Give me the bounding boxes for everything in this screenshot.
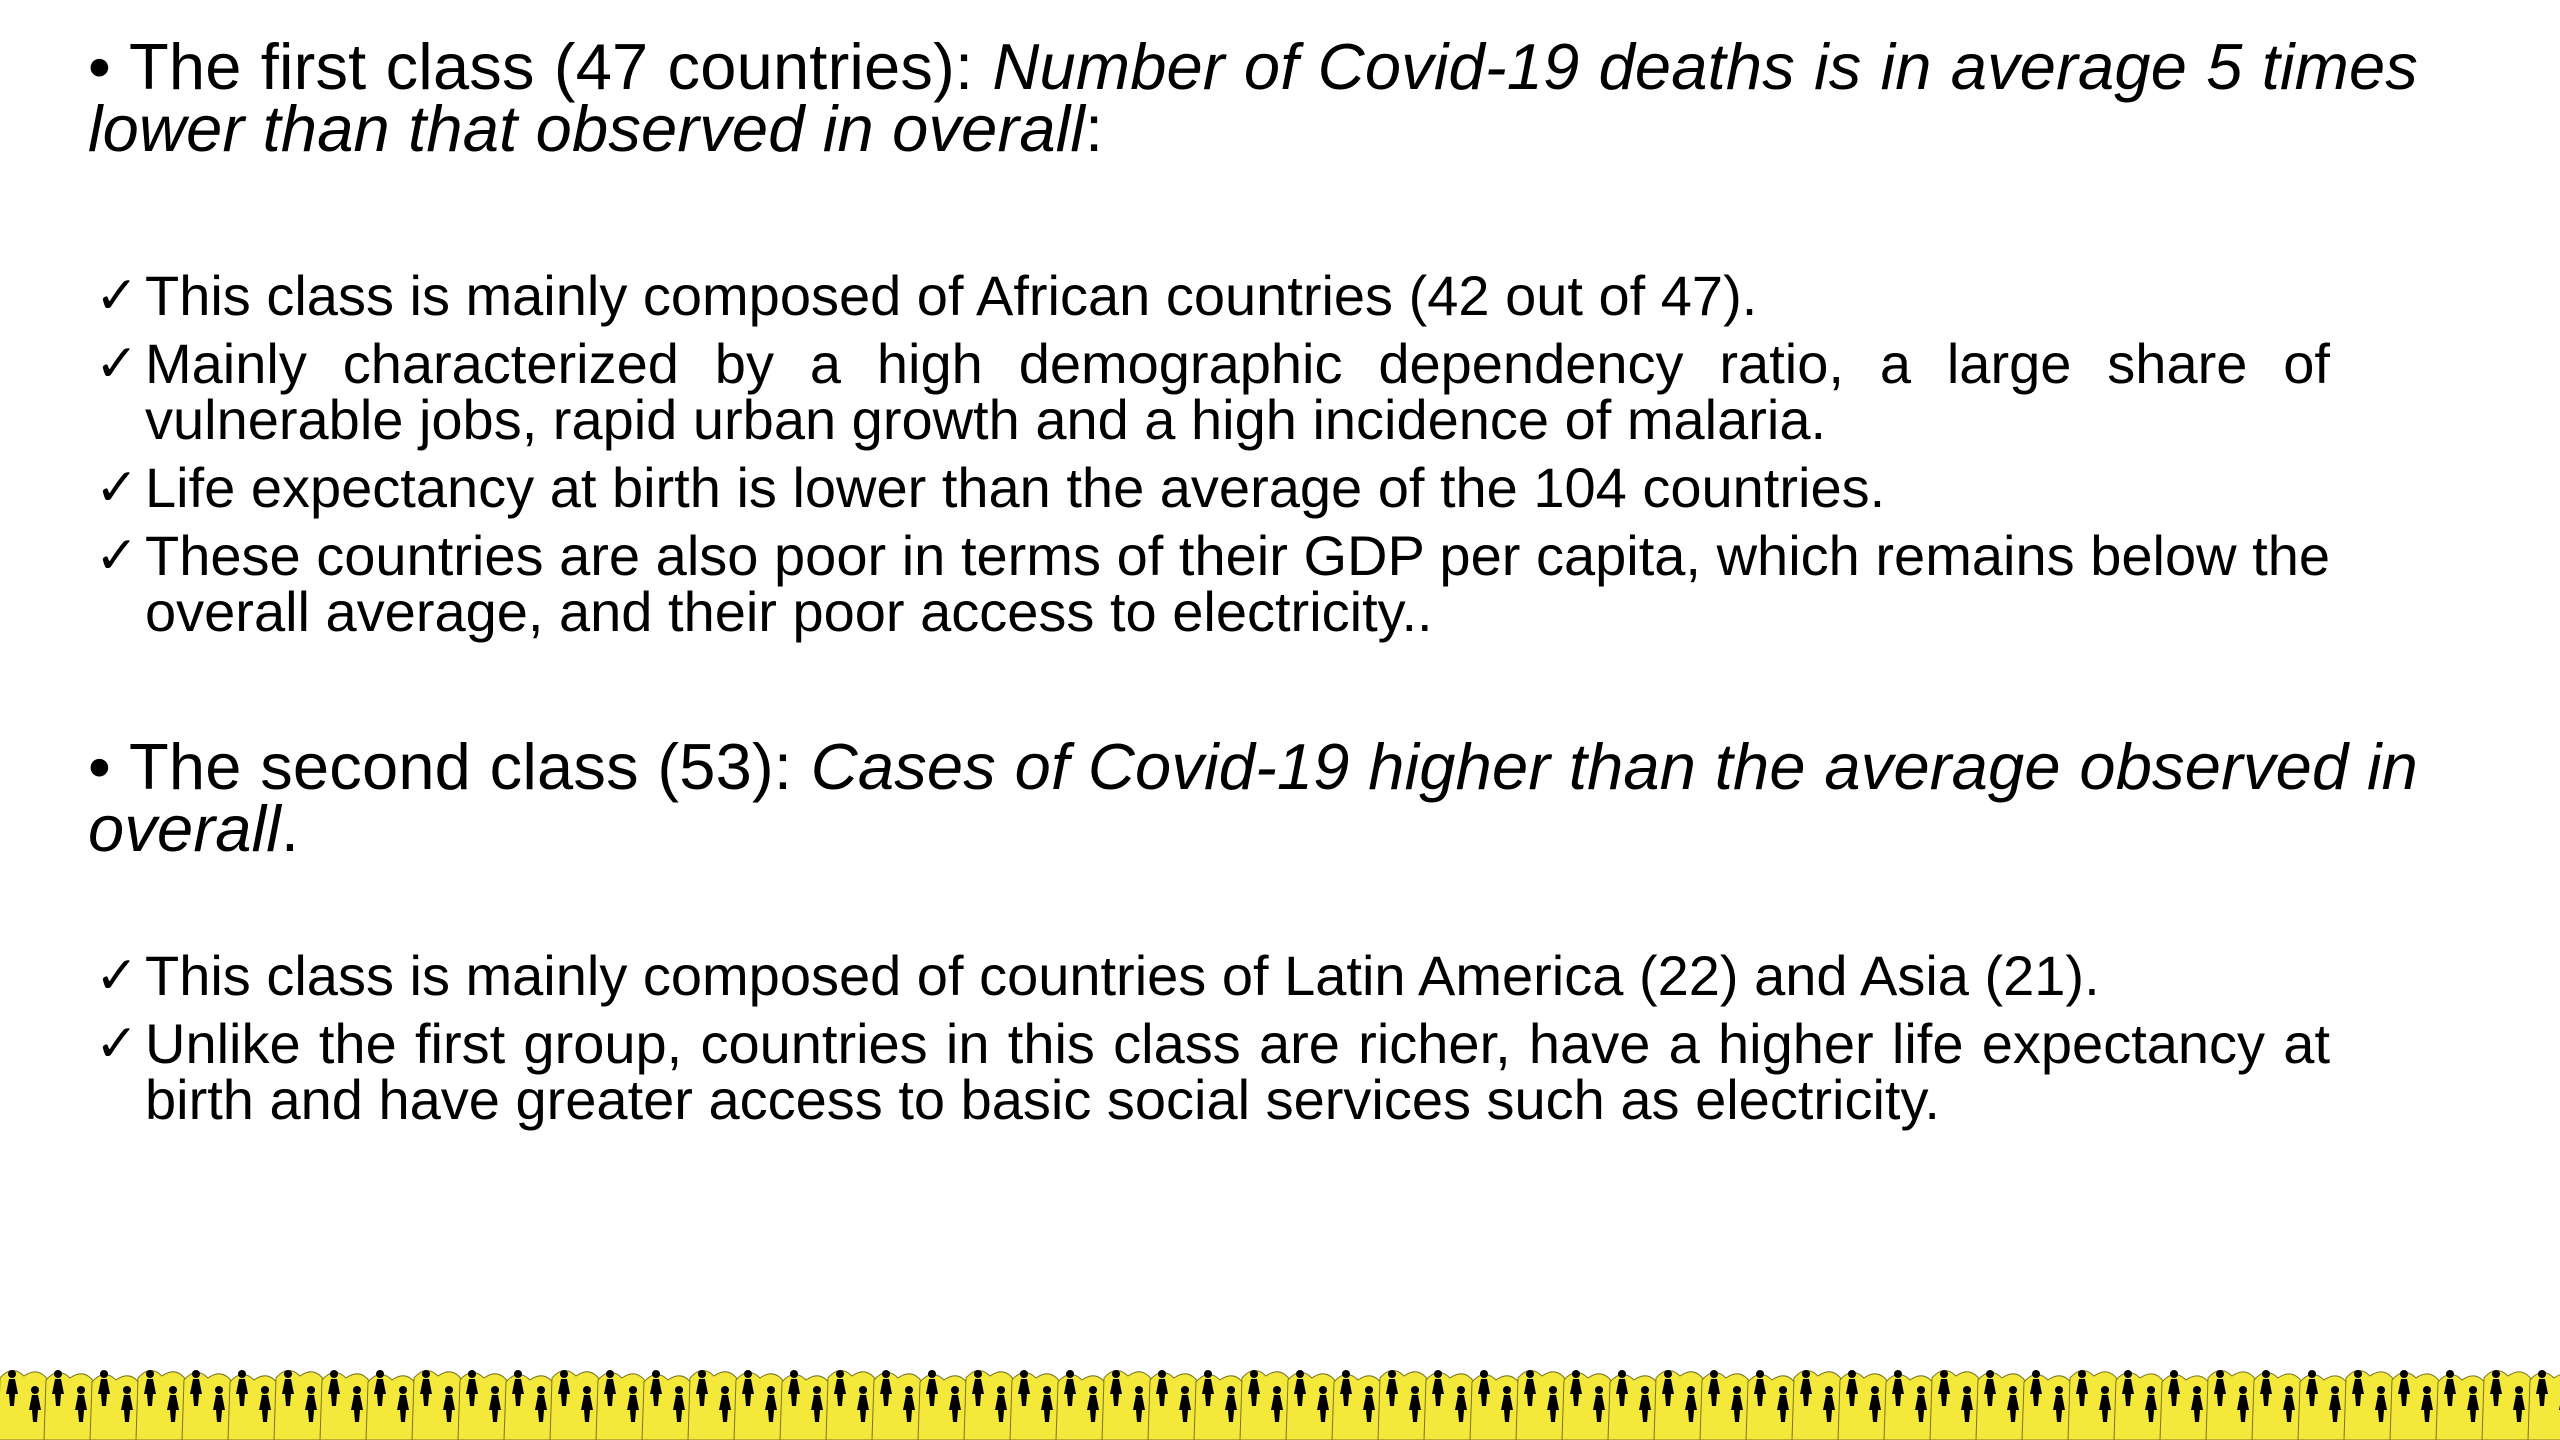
footer-blob	[964, 1370, 1014, 1440]
footer-blob	[1332, 1374, 1382, 1440]
check-icon: ✓	[95, 1014, 139, 1074]
footer-blob	[596, 1372, 646, 1440]
footer-blob	[642, 1374, 692, 1440]
check-icon: ✓	[95, 334, 139, 394]
footer-blob	[1562, 1372, 1612, 1440]
bullet: •	[88, 730, 111, 803]
class-lead: The second class (53):	[128, 730, 811, 803]
footer-blob	[2252, 1372, 2302, 1440]
footer-blob	[1010, 1372, 1060, 1440]
footer-blob	[826, 1370, 876, 1440]
footer-blob	[1792, 1370, 1842, 1440]
footer-blob	[228, 1374, 278, 1440]
class-block-first	[88, 30, 2419, 165]
list-item	[95, 524, 2330, 643]
footer-blob	[1838, 1372, 1888, 1440]
class-trail: .	[280, 792, 300, 865]
check-list-second	[95, 944, 2330, 1140]
footer-blob	[2068, 1370, 2118, 1440]
check-icon: ✓	[95, 458, 139, 518]
footer-blob	[688, 1370, 738, 1440]
footer-blob	[1286, 1372, 1336, 1440]
footer-blob	[1930, 1370, 1980, 1440]
footer-blob	[412, 1370, 462, 1440]
footer-blob	[458, 1372, 508, 1440]
footer-blob	[2390, 1372, 2440, 1440]
footer-blob	[2206, 1370, 2256, 1440]
list-item	[95, 332, 2330, 451]
footer-blob	[1516, 1370, 1566, 1440]
list-item	[95, 1012, 2330, 1131]
list-item-text: Unlike the first group, countries in this class are richer, have a higher life expectancy at birth and have greater access to basic social services such as electricity.	[145, 1012, 2330, 1131]
footer-blob	[1884, 1374, 1934, 1440]
footer-blob	[1378, 1370, 1428, 1440]
footer-blob	[780, 1374, 830, 1440]
check-icon: ✓	[95, 266, 139, 326]
footer-blob	[1148, 1372, 1198, 1440]
class-block-second	[88, 730, 2418, 865]
footer-blob	[1102, 1370, 1152, 1440]
class-description: Cases of Covid-19 higher than the average observed in overall	[88, 730, 2418, 865]
check-icon: ✓	[95, 526, 139, 586]
footer-blob	[1194, 1374, 1244, 1440]
list-item	[95, 264, 2330, 327]
footer-blob	[2022, 1374, 2072, 1440]
footer-blob	[1654, 1370, 1704, 1440]
footer-blob	[274, 1370, 324, 1440]
footer-blob	[366, 1374, 416, 1440]
list-item-text: This class is mainly composed of African countries (42 out of 47).	[145, 264, 1758, 327]
footer-blob	[918, 1374, 968, 1440]
footer-blob	[1976, 1372, 2026, 1440]
list-item-text: Life expectancy at birth is lower than the average of the 104 countries.	[145, 456, 1886, 519]
check-icon: ✓	[95, 946, 139, 1006]
list-item-text: This class is mainly composed of countries of Latin America (22) and Asia (21).	[145, 944, 2100, 1007]
footer-blob	[2436, 1374, 2486, 1440]
footer-blob	[550, 1370, 600, 1440]
footer-blob	[320, 1372, 370, 1440]
list-item-text: Mainly characterized by a high demographic dependency ratio, a large share of vulnerable jobs, rapid urban growth and a high incidence of malaria.	[145, 332, 2330, 451]
footer-blob	[44, 1372, 94, 1440]
footer-blob	[1470, 1374, 1520, 1440]
footer-blob	[0, 1370, 48, 1440]
footer-blob	[2114, 1372, 2164, 1440]
class-heading-first	[88, 30, 2419, 165]
footer-blob	[734, 1372, 784, 1440]
class-heading-second	[88, 730, 2418, 865]
list-item	[95, 456, 2330, 519]
footer-blob	[2482, 1370, 2532, 1440]
footer-blob	[872, 1372, 922, 1440]
footer-blob	[182, 1372, 232, 1440]
footer-blob	[1746, 1374, 1796, 1440]
check-list-first	[95, 264, 2330, 652]
footer-blob	[2160, 1374, 2210, 1440]
bullet: •	[88, 30, 111, 103]
footer-blob	[1608, 1374, 1658, 1440]
footer-blob	[1056, 1374, 1106, 1440]
class-description: Number of Covid-19 deaths is in average 5 times lower than that observed in overall	[88, 30, 2419, 165]
class-trail: :	[1085, 92, 1104, 165]
class-lead: The first class (47 countries):	[128, 30, 993, 103]
list-item	[95, 944, 2330, 1007]
footer-blob	[1700, 1372, 1750, 1440]
footer-blob	[2344, 1370, 2394, 1440]
footer-blob	[136, 1370, 186, 1440]
list-item-text: These countries are also poor in terms of their GDP per capita, which remains below the overall average, and their poor access to electricity..	[145, 524, 2330, 643]
people-chain-icon	[0, 1360, 2560, 1440]
footer-blob	[504, 1374, 554, 1440]
footer-blob	[1240, 1370, 1290, 1440]
footer-blob	[90, 1374, 140, 1440]
footer-band	[0, 1360, 2560, 1440]
footer-blob	[2298, 1374, 2348, 1440]
footer-blob	[1424, 1372, 1474, 1440]
